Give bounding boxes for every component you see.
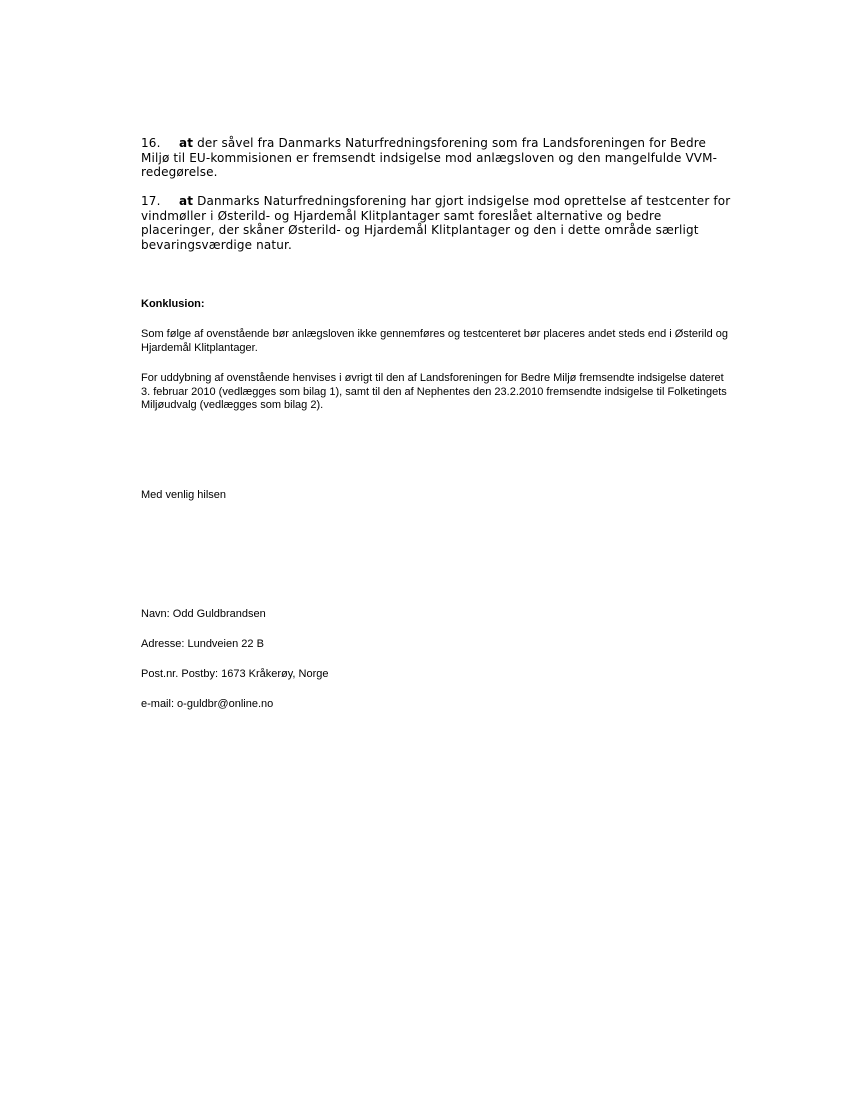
point-16 — [141, 136, 731, 180]
point-17 — [141, 194, 731, 252]
closing-greeting: Med venlig hilsen — [141, 489, 226, 501]
conclusion-paragraph-2: For uddybning af ovenstående henvises i øvrigt til den af Landsforeningen for Bedre Miljø fremsendte indsigelse dateret 3. februar 2010 (vedlægges som bilag 1), samt til den af Nephentes den 23.2.2010 fremsendte indsigelse til Folketingets Miljøudvalg (vedlægges som bilag 2). — [141, 372, 727, 411]
conclusion-paragraph-1: Som følge af ovenstående bør anlægsloven ikke gennemføres og testcenteret bør placeres andet steds end i Østerild og Hjardemål Klitplantager. — [141, 328, 728, 354]
point-text: der såvel fra Danmarks Naturfredningsforening som fra Landsforeningen for Bedre Miljø til EU-kommisionen er fremsendt indsigelse mod anlægsloven og den mangelfulde VVM-redegørelse. — [141, 136, 718, 179]
sender-email: e-mail: o-guldbr@online.no — [141, 698, 274, 710]
point-number: 16. — [141, 136, 161, 150]
sender-name: Navn: Odd Guldbrandsen — [141, 608, 266, 620]
conclusion-heading: Konklusion: — [141, 298, 205, 310]
point-number: 17. — [141, 194, 161, 208]
sender-address: Adresse: Lundveien 22 B — [141, 638, 264, 650]
point-text: Danmarks Naturfredningsforening har gjort indsigelse mod oprettelse af testcenter for vindmøller i Østerild- og Hjardemål Klitplantager samt foreslået alternative og bedre placeringer, der skåner Østerild- og Hjardemål Klitplantager og den i dette område særligt bevaringsværdige natur. — [141, 194, 731, 252]
sender-postal: Post.nr. Postby: 1673 Kråkerøy, Norge — [141, 668, 329, 680]
point-keyword: at — [179, 194, 194, 208]
point-keyword: at — [179, 136, 194, 150]
